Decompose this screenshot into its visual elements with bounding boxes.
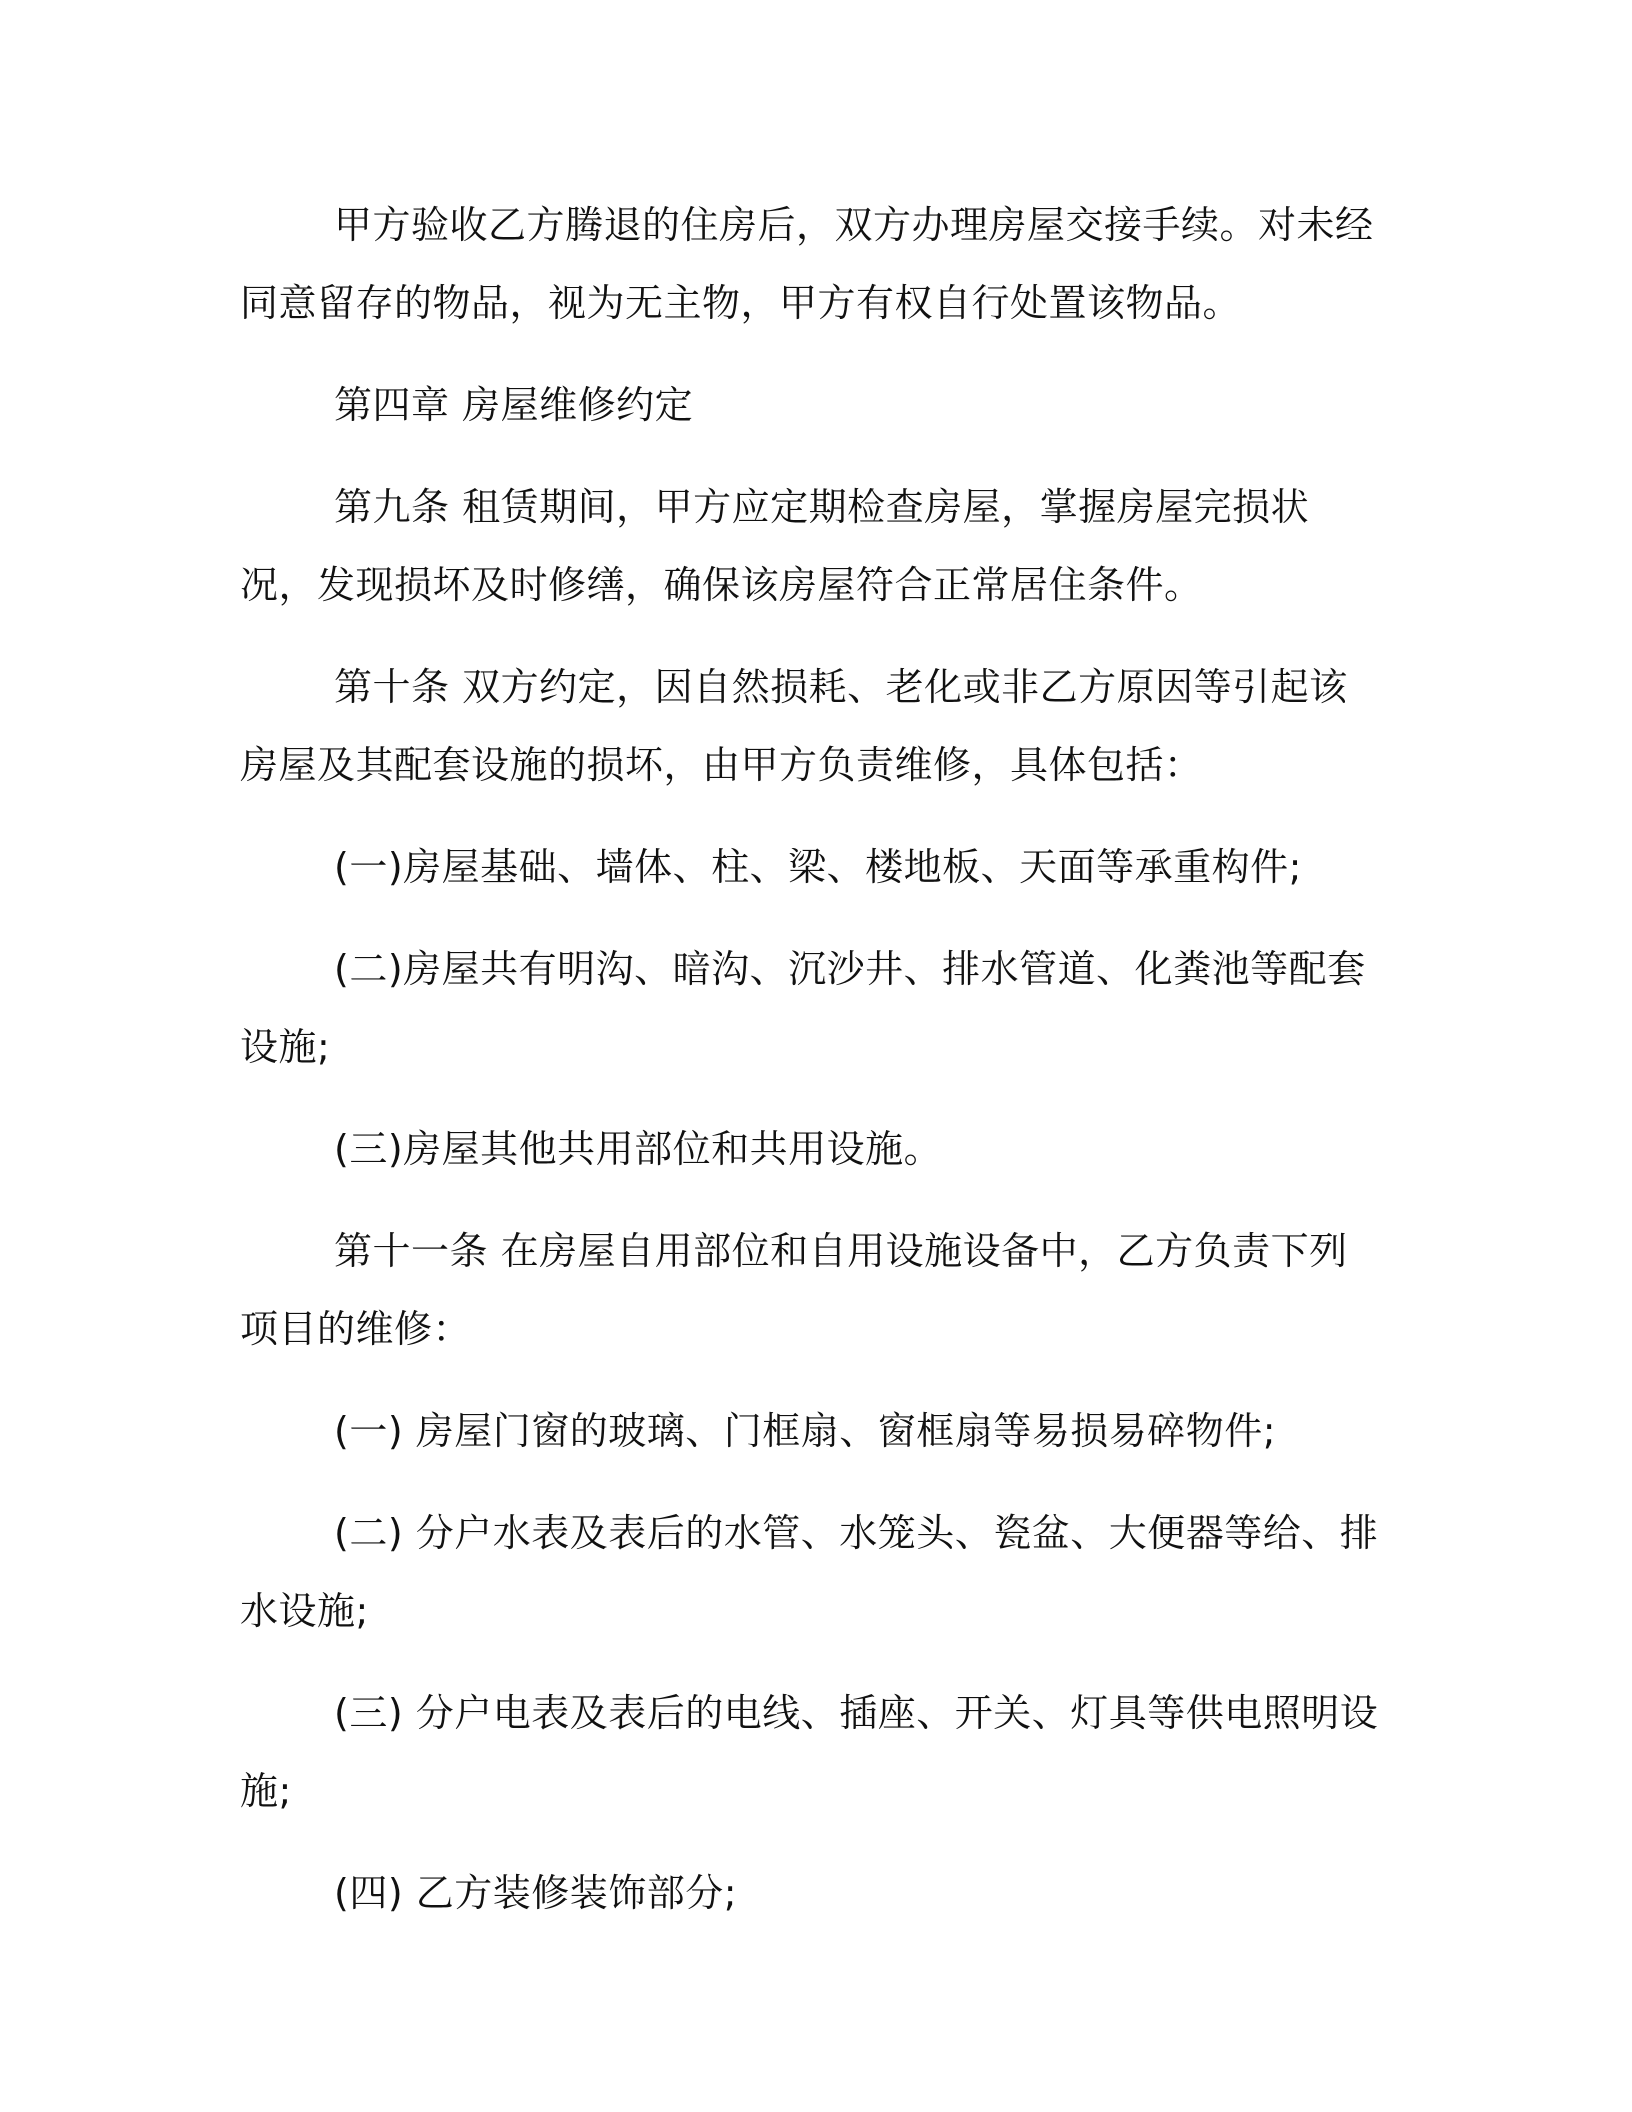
article-9: 第九条 租赁期间，甲方应定期检查房屋，掌握房屋完损状况，发现损坏及时修缮，确保该房屋符合正常居住条件。 <box>240 485 1310 607</box>
article-11-item-3: (三) 分户电表及表后的电线、插座、开关、灯具等供电照明设施; <box>240 1691 1379 1813</box>
article-11-item-1: (一) 房屋门窗的玻璃、门框扇、窗框扇等易损易碎物件; <box>334 1409 1277 1453</box>
article-10-item-1: (一)房屋基础、墙体、柱、梁、楼地板、天面等承重构件; <box>334 845 1302 889</box>
article-10-item-3: (三)房屋其他共用部位和共用设施。 <box>334 1127 943 1171</box>
article-10: 第十条 双方约定，因自然损耗、老化或非乙方原因等引起该房屋及其配套设施的损坏，由甲方负责维修，具体包括： <box>240 665 1348 787</box>
article-11: 第十一条 在房屋自用部位和自用设施设备中，乙方负责下列项目的维修： <box>240 1229 1348 1351</box>
paragraph-handover: 甲方验收乙方腾退的住房后，双方办理房屋交接手续。对未经同意留存的物品，视为无主物，甲方有权自行处置该物品。 <box>240 203 1374 325</box>
document-body <box>240 186 1380 1956</box>
chapter-heading: 第四章 房屋维修约定 <box>334 383 694 427</box>
article-11-item-4: (四) 乙方装修装饰部分; <box>334 1871 738 1915</box>
article-10-item-2: (二)房屋共有明沟、暗沟、沉沙井、排水管道、化粪池等配套设施; <box>240 947 1366 1069</box>
article-11-item-2: (二) 分户水表及表后的水管、水笼头、瓷盆、大便器等给、排水设施; <box>240 1511 1379 1633</box>
